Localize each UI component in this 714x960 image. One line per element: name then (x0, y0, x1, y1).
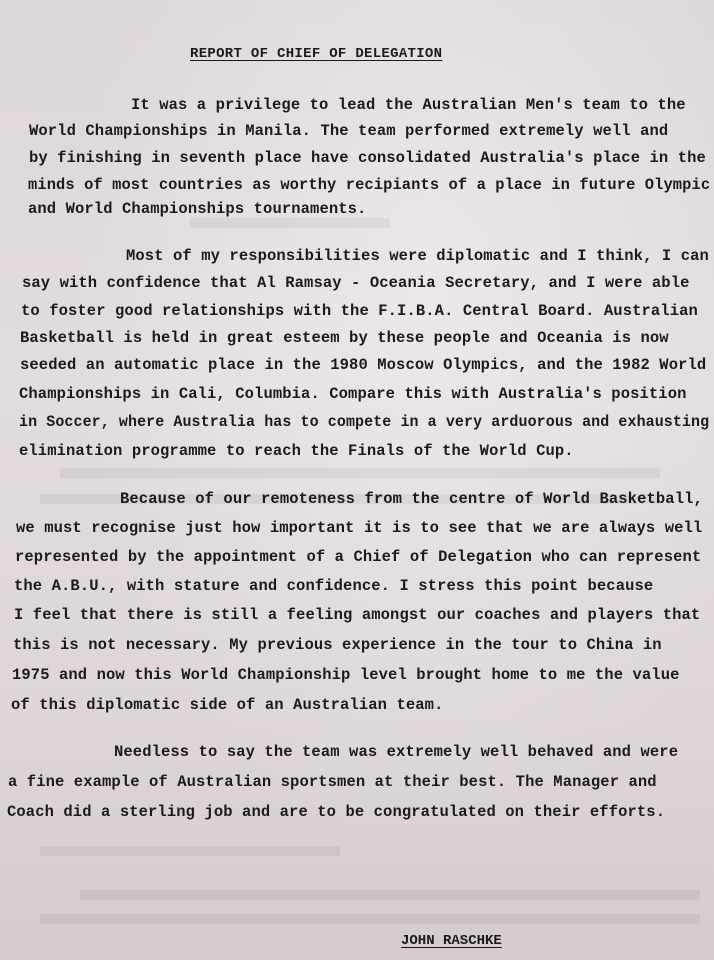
show-through-line (40, 846, 340, 856)
paragraph-4-line-3: Coach did a sterling job and are to be congratulated on their efforts. (7, 803, 666, 821)
paragraph-1-line-5: and World Championships tournaments. (28, 200, 367, 218)
show-through-line (60, 468, 660, 478)
paragraph-1-line-1: It was a privilege to lead the Australian Men's team to the (131, 96, 686, 114)
show-through-line (190, 218, 390, 228)
signature-name: JOHN RASCHKE (401, 933, 502, 949)
paragraph-2-line-7: in Soccer, where Australia has to compete in a very arduorous and exhausting (19, 413, 710, 431)
paragraph-3-line-7: 1975 and now this World Championship level brought home to me the value (12, 666, 680, 684)
paragraph-2-line-8: elimination programme to reach the Finals of the World Cup. (19, 442, 574, 460)
paragraph-3-line-2: we must recognise just how important it is to see that we are always well (16, 519, 703, 537)
paragraph-2-line-2: say with confidence that Al Ramsay - Oceania Secretary, and I were able (22, 274, 690, 292)
paragraph-3-line-8: of this diplomatic side of an Australian team. (11, 696, 444, 714)
paragraph-3-line-1: Because of our remoteness from the centre of World Basketball, (120, 490, 703, 508)
paragraph-3-line-6: this is not necessary. My previous experience in the tour to China in (13, 636, 662, 654)
paragraph-2-line-1: Most of my responsibilities were diplomatic and I think, I can (126, 247, 709, 265)
paragraph-2-line-3: to foster good relationships with the F.I.B.A. Central Board. Australian (21, 302, 698, 320)
paragraph-2-line-6: Championships in Cali, Columbia. Compare this with Australia's position (19, 385, 687, 403)
paragraph-1-line-3: by finishing in seventh place have consolidated Australia's place in the (29, 149, 706, 167)
show-through-line (40, 914, 700, 924)
paragraph-3-line-4: the A.B.U., with stature and confidence. I stress this point because (14, 577, 654, 595)
show-through-line (80, 890, 700, 900)
paragraph-1-line-2: World Championships in Manila. The team performed extremely well and (29, 122, 669, 140)
page-title: REPORT OF CHIEF OF DELEGATION (190, 46, 443, 62)
paragraph-2-line-5: seeded an automatic place in the 1980 Moscow Olympics, and the 1982 World (20, 356, 707, 374)
paragraph-3-line-3: represented by the appointment of a Chief of Delegation who can represent (15, 548, 702, 566)
paragraph-3-line-5: I feel that there is still a feeling amongst our coaches and players that (14, 606, 701, 624)
paragraph-4-line-1: Needless to say the team was extremely well behaved and were (114, 743, 679, 761)
paragraph-2-line-4: Basketball is held in great esteem by these people and Oceania is now (20, 329, 669, 347)
paragraph-1-line-4: minds of most countries as worthy recipiants of a place in future Olympic (28, 176, 711, 194)
paragraph-4-line-2: a fine example of Australian sportsmen at their best. The Manager and (8, 773, 657, 791)
